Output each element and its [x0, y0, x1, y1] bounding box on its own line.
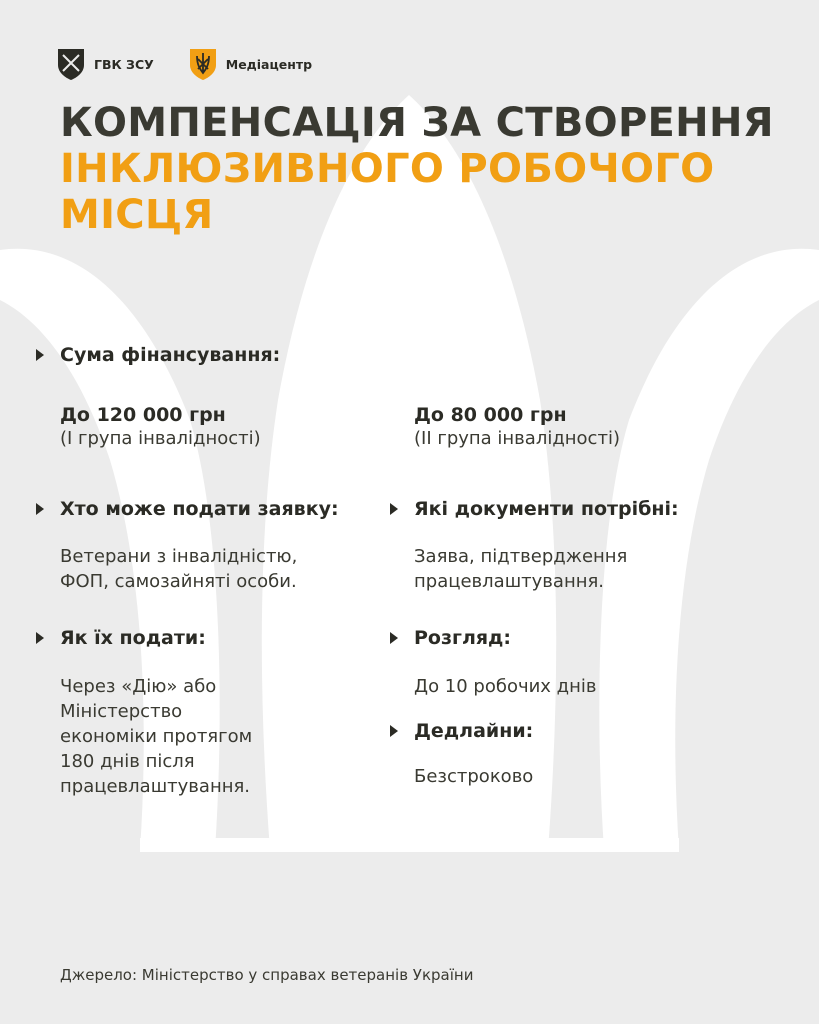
review-section [390, 627, 511, 649]
documents-text [414, 544, 627, 594]
shield-crossed-swords-icon [56, 47, 86, 81]
shield-emblem-icon [188, 47, 218, 81]
who-heading [36, 498, 339, 520]
how-text [60, 674, 252, 799]
who-label: Хто може подати заявку: [60, 498, 339, 520]
logo-gvk-label: ГВК ЗСУ [94, 56, 154, 72]
logo-mediacenter [188, 47, 312, 81]
documents-line: працевлаштування. [414, 571, 605, 592]
who-line: Ветерани з інвалідністю, [60, 546, 298, 567]
funding-group1 [60, 404, 261, 451]
review-text: До 10 робочих днів [414, 676, 597, 697]
how-line: Міністерство [60, 701, 183, 722]
how-heading [36, 627, 206, 649]
documents-heading [390, 498, 679, 520]
who-text [60, 544, 297, 594]
logo-mediacenter-label: Медіацентр [225, 56, 313, 72]
triangle-right-icon [36, 503, 44, 515]
title-line-1: КОМПЕНСАЦІЯ ЗА СТВОРЕННЯ [60, 100, 774, 146]
documents-line: Заява, підтвердження [414, 546, 628, 567]
title-line-3: МІСЦЯ [60, 192, 214, 238]
group1-amount: До 120 000 грн [60, 404, 226, 426]
group1-note: (I група інвалідності) [60, 428, 261, 449]
triangle-right-icon [36, 632, 44, 644]
funding-section [36, 344, 280, 366]
triangle-right-icon [390, 725, 398, 737]
group2-note: (II група інвалідності) [414, 428, 620, 449]
title-line-2: ІНКЛЮЗИВНОГО РОБОЧОГО [60, 146, 715, 192]
how-line: економіки протягом [60, 726, 253, 747]
how-line: 180 днів після [60, 751, 195, 772]
who-line: ФОП, самозайняті особи. [60, 571, 297, 592]
triangle-right-icon [390, 632, 398, 644]
group2-amount: До 80 000 грн [414, 404, 567, 426]
deadlines-heading [390, 720, 533, 742]
triangle-right-icon [36, 349, 44, 361]
review-label: Розгляд: [414, 627, 512, 649]
review-heading [390, 627, 511, 649]
how-section [36, 627, 206, 649]
how-line: працевлаштування. [60, 776, 251, 797]
deadlines-text: Безстроково [414, 766, 534, 787]
funding-label: Сума фінансування: [60, 344, 281, 366]
triangle-right-icon [390, 503, 398, 515]
funding-heading [36, 344, 280, 366]
funding-group2 [414, 404, 620, 451]
header [56, 44, 346, 84]
deadlines-label: Дедлайни: [414, 720, 534, 742]
how-line: Через «Дію» або [60, 676, 217, 697]
source-footer: Джерело: Міністерство у справах ветеранів України [60, 966, 474, 984]
who-section [36, 498, 339, 520]
documents-label: Які документи потрібні: [414, 498, 679, 520]
deadlines-section [390, 720, 533, 742]
page-title [60, 100, 800, 238]
how-label: Як їх подати: [60, 627, 206, 649]
logo-gvk [56, 47, 154, 81]
documents-section [390, 498, 679, 520]
